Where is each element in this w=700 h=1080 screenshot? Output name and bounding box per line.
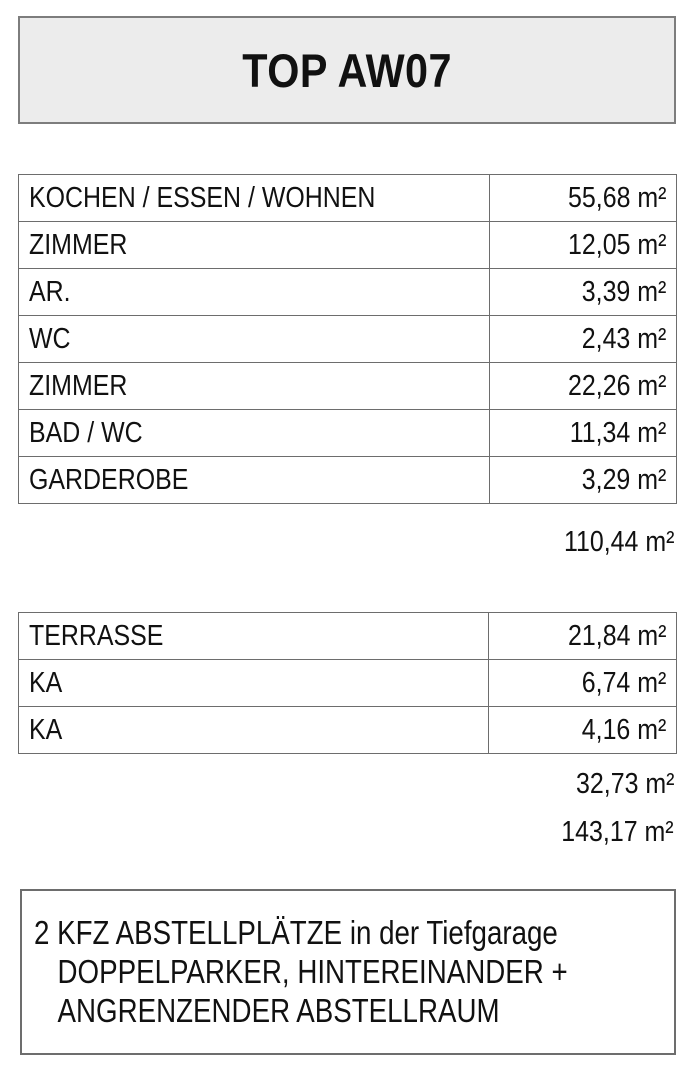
- room-name-cell: [19, 660, 489, 707]
- page-title: TOP AW07: [242, 43, 452, 97]
- room-name: ZIMMER: [29, 369, 128, 402]
- room-area: 3,39 m²: [581, 275, 666, 308]
- parking-note-line: DOPPELPARKER, HINTEREINANDER +: [57, 953, 568, 990]
- room-area: 3,29 m²: [581, 463, 666, 496]
- interior-area-table: [18, 174, 677, 504]
- grand-total: [543, 818, 674, 847]
- exterior-subtotal-value: 32,73 m²: [575, 768, 674, 800]
- room-area-cell: [489, 222, 676, 269]
- room-name-cell: [19, 222, 490, 269]
- room-name: TERRASSE: [29, 619, 164, 652]
- exterior-subtotal: [560, 770, 674, 799]
- parking-note-line: ANGRENZENDER ABSTELLRAUM: [57, 992, 500, 1029]
- table-row: [19, 707, 677, 754]
- room-area: 22,26 m²: [567, 369, 666, 402]
- room-name-cell: [19, 316, 490, 363]
- room-area-cell: [489, 613, 677, 660]
- table-row: [19, 613, 677, 660]
- table-row: [19, 175, 677, 222]
- room-name: GARDEROBE: [29, 463, 189, 496]
- interior-subtotal: [546, 528, 674, 557]
- table-row: [19, 457, 677, 504]
- table-row: [19, 660, 677, 707]
- room-name: KA: [29, 666, 63, 699]
- room-name: ZIMMER: [29, 228, 128, 261]
- table-row: [19, 316, 677, 363]
- room-area-cell: [489, 175, 676, 222]
- room-area-cell: [489, 660, 677, 707]
- room-area: 4,16 m²: [581, 713, 666, 746]
- room-area-cell: [489, 269, 676, 316]
- room-name-cell: [19, 410, 490, 457]
- room-area: 6,74 m²: [581, 666, 666, 699]
- parking-note-line: 2 KFZ ABSTELLPLÄTZE in der Tiefgarage: [34, 914, 558, 951]
- room-area-cell: [489, 707, 677, 754]
- room-name-cell: [19, 175, 490, 222]
- room-name-cell: [19, 269, 490, 316]
- room-name: BAD / WC: [29, 416, 143, 449]
- room-area: 2,43 m²: [581, 322, 666, 355]
- title-banner: [18, 16, 676, 124]
- parking-note-box: [20, 889, 676, 1055]
- room-name-cell: [19, 363, 490, 410]
- table-row: [19, 222, 677, 269]
- grand-total-value: 143,17 m²: [561, 816, 674, 848]
- room-name-cell: [19, 707, 489, 754]
- table-row: [19, 363, 677, 410]
- room-area-cell: [489, 363, 676, 410]
- room-name-cell: [19, 457, 490, 504]
- room-name: KA: [29, 713, 63, 746]
- room-area: 11,34 m²: [569, 416, 666, 449]
- room-area: 55,68 m²: [567, 181, 666, 214]
- room-area: 12,05 m²: [567, 228, 666, 261]
- room-name: WC: [29, 322, 71, 355]
- room-name-cell: [19, 613, 489, 660]
- room-area: 21,84 m²: [567, 619, 666, 652]
- exterior-area-table: [18, 612, 677, 754]
- room-area-cell: [489, 410, 676, 457]
- table-row: [19, 410, 677, 457]
- room-name: AR.: [29, 275, 71, 308]
- table-row: [19, 269, 677, 316]
- room-area-cell: [489, 457, 676, 504]
- interior-subtotal-value: 110,44 m²: [563, 526, 674, 558]
- room-area-cell: [489, 316, 676, 363]
- room-name: KOCHEN / ESSEN / WOHNEN: [29, 181, 376, 214]
